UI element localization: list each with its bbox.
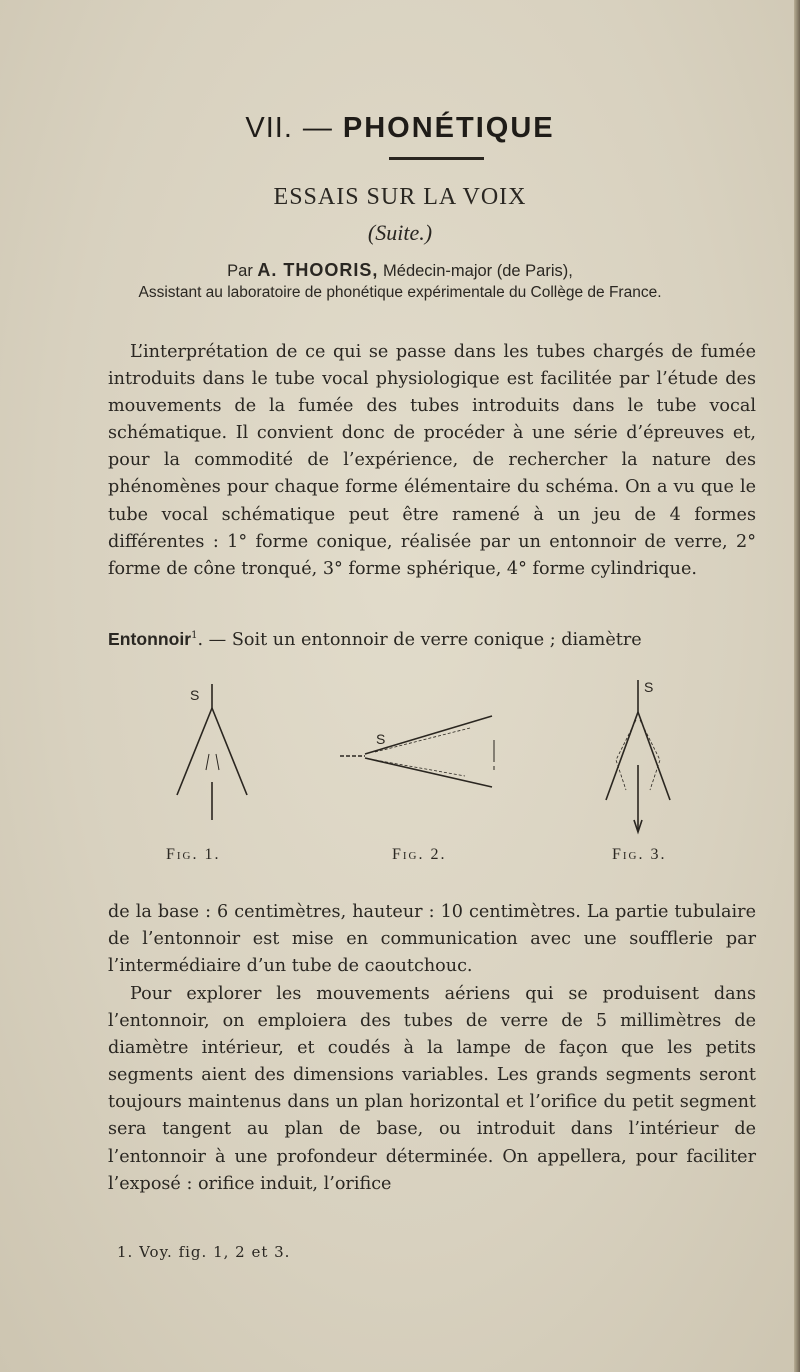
author-role: Médecin-major (de Paris), — [383, 262, 573, 280]
fig2-funnel — [340, 716, 494, 787]
figures-drawing — [150, 670, 710, 870]
fig2-label: S — [376, 731, 386, 747]
byline — [0, 260, 800, 281]
footnote-ref: 1 — [191, 630, 198, 641]
author-affiliation: Assistant au laboratoire de phonétique expérimentale du Collège de France. — [138, 284, 662, 301]
fig1-label: S — [190, 687, 200, 703]
section-title: VII. — PHONÉTIQUE — [245, 112, 555, 144]
fig2-caption: Fig. 2. — [392, 846, 447, 863]
section-name: PHONÉTIQUE — [342, 112, 555, 144]
paragraph-exploration: Pour explorer les mouvements aériens qui se produisent dans l’entonnoir, on emploiera des tubes de verre de 5 millimètres de diamètre intérieur, et coudés à la lampe de façon que les petits segments aient des dimensions variables. Les grands segments seront toujours maintenus dans un plan horizontal et l’orifice du petit segment sera tangent au plan de base, ou introduit dans l’intérieur de l’entonnoir à une profondeur déterminée. On appellera, pour faciliter l’exposé : orifice induit, l’orifice — [108, 984, 756, 1194]
paragraph-dimensions: de la base : 6 centimètres, hauteur : 10 centimètres. La partie tubulaire de l’entonnoir est mise en communication avec une soufflerie par l’intermédiaire d’un tube de caoutchouc. — [108, 902, 756, 977]
title-rule — [389, 157, 484, 160]
entonnoir-heading: Entonnoir — [108, 628, 192, 649]
figures-row — [150, 670, 710, 870]
fig1-funnel — [177, 684, 247, 820]
byline-prefix: Par — [227, 262, 253, 280]
article-subtitle: (Suite.) — [367, 220, 433, 245]
article-title: ESSAIS SUR LA VOIX — [273, 184, 527, 210]
paragraph-entonnoir: Entonnoir$^1$. — Soit un entonnoir de verre conique ; diamètre — [108, 628, 642, 650]
fig3-funnel — [606, 680, 670, 832]
fig3-label: S — [644, 679, 654, 695]
paragraph-intro: L’interprétation de ce qui se passe dans les tubes chargés de fumée introduits dans le tube vocal physiologique est facilitée par l’étude des mouvements de la fumée des tubes introduits dans le tube vocal schématique. Il convient donc de procéder à une série d’épreuves et, pour la commodité de l’expérience, de rechercher la nature des phénomènes pour chaque forme élémentaire du schéma. On a vu que le tube vocal schématique peut être ramené à un jeu de 4 formes différentes : 1° forme conique, réalisée par un entonnoir de verre, 2° forme de cône tronqué, 3° forme sphérique, 4° forme cylindrique. — [108, 342, 756, 579]
fig3-caption: Fig. 3. — [612, 846, 667, 863]
fig1-caption: Fig. 1. — [166, 846, 221, 863]
author-name: A. THOORIS, — [257, 260, 379, 280]
section-number: VII. — [245, 112, 293, 144]
footnote: 1. Voy. fig. 1, 2 et 3. — [117, 1243, 291, 1261]
